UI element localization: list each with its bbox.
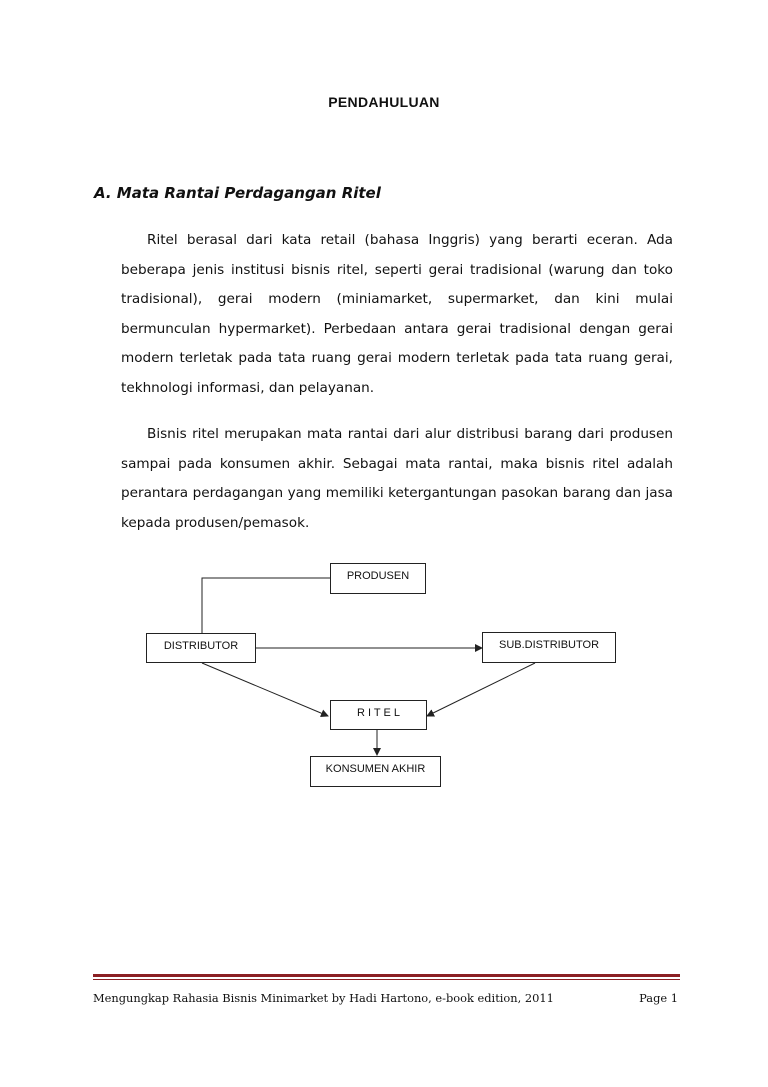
distributor-box bbox=[146, 633, 256, 663]
paragraph-2-text: Bisnis ritel merupakan mata rantai dari alur distribusi barang dari produsen sampai pada konsumen akhir. Sebagai mata rantai, maka bisnis ritel adalah perantara perdagangan yang memiliki ketergantungan pasokan barang dan jasa kepada produsen/pemasok. bbox=[121, 426, 673, 531]
ritel-label: R I T E L bbox=[356, 707, 400, 719]
ritel-box bbox=[330, 700, 427, 730]
konsumen-box bbox=[310, 756, 441, 787]
connector-distributor-ritel bbox=[202, 663, 328, 716]
page-number: Page 1 bbox=[639, 991, 678, 1005]
footer-divider-thick bbox=[93, 974, 680, 977]
konsumen-label: KONSUMEN AKHIR bbox=[325, 763, 426, 775]
sub-distributor-box bbox=[482, 632, 616, 663]
page-title: PENDAHULUAN bbox=[328, 94, 440, 110]
footer-text: Mengungkap Rahasia Bisnis Minimarket by Hadi Hartono, e-book edition, 2011 bbox=[93, 991, 554, 1005]
footer-divider-thin bbox=[93, 979, 680, 980]
connector-produsen-distributor bbox=[202, 578, 330, 634]
produsen-box bbox=[330, 563, 426, 594]
section-heading: A. Mata Rantai Perdagangan Ritel bbox=[94, 184, 381, 202]
connector-subdistributor-ritel bbox=[427, 663, 535, 716]
paragraph-1-text: Ritel berasal dari kata retail (bahasa Inggris) yang berarti eceran. Ada beberapa jenis institusi bisnis ritel, seperti gerai tradisional (warung dan toko tradisional), gerai modern (miniamarket, supermarket, dan kini mulai bermunculan hypermarket). Perbedaan antara gerai tradisional dengan gerai modern terletak pada tata ruang gerai modern terletak pada tata ruang gerai, tekhnologi informasi, dan pelayanan. bbox=[121, 232, 673, 396]
distributor-label: DISTRIBUTOR bbox=[163, 640, 239, 652]
produsen-label: PRODUSEN bbox=[346, 570, 410, 582]
sub-distributor-label: SUB.DISTRIBUTOR bbox=[498, 639, 600, 651]
